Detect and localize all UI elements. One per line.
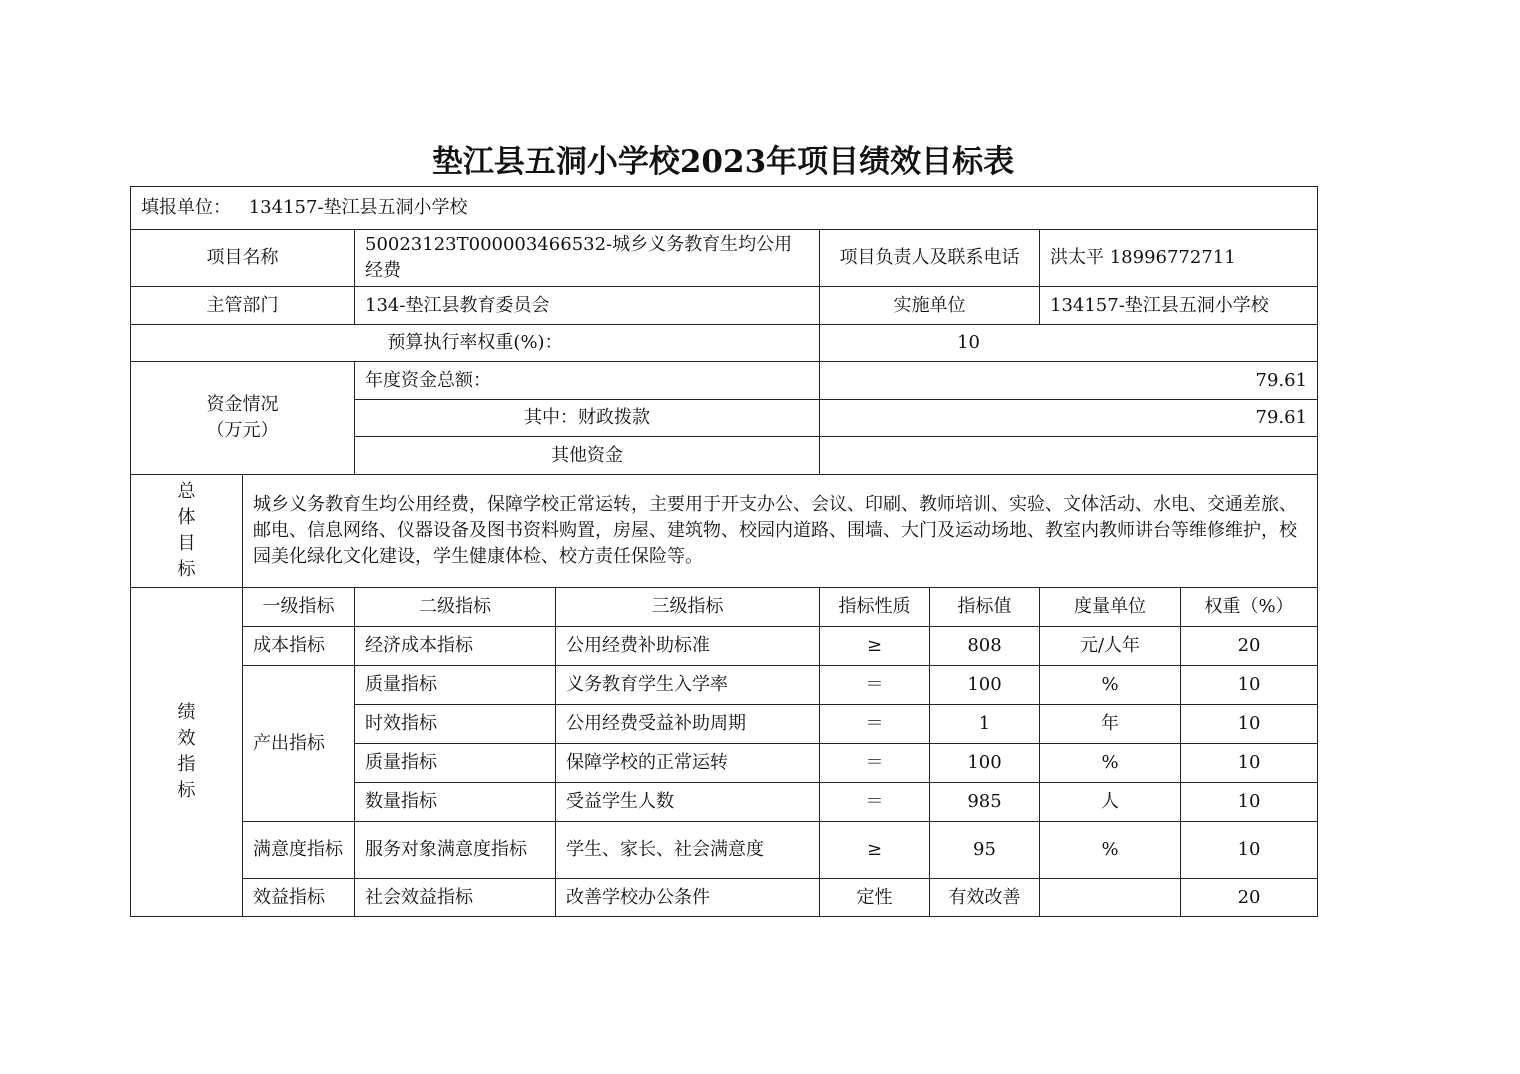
indicators-label-char: 标 [177,780,196,801]
indicator-value: 100 [930,666,1040,705]
funds-label [131,362,355,475]
indicator-value: 有效改善 [930,879,1040,917]
goal-label-char: 总 [177,481,196,502]
indicator-level3: 保障学校的正常运转 [556,744,820,783]
indicator-unit: 元/人年 [1040,627,1181,666]
indicator-unit [1040,879,1181,917]
indicator-unit: % [1040,822,1181,879]
indicator-row [131,666,1318,705]
indicator-level1: 成本指标 [243,627,355,666]
header-weight: 权重（%） [1181,588,1318,627]
project-name-label: 项目名称 [131,230,355,287]
funds-label-line2: （万元） [206,420,279,441]
indicator-value: 95 [930,822,1040,879]
indicator-level1: 效益指标 [243,879,355,917]
performance-target-table [130,186,1318,917]
department-value: 134-垫江县教育委员会 [355,287,820,325]
indicator-level2: 社会效益指标 [355,879,556,917]
indicator-nature: 定性 [820,879,930,917]
page-title: 垫江县五洞小学校2023年项目绩效目标表 [431,144,1015,180]
goal-label-char: 目 [177,533,196,554]
indicator-nature: ＝ [820,783,930,822]
funds-other-value [820,437,1318,475]
filler-cell [131,187,1318,230]
indicator-unit: % [1040,744,1181,783]
indicator-level1: 满意度指标 [243,822,355,879]
indicator-level3: 义务教育学生入学率 [556,666,820,705]
indicator-unit: 年 [1040,705,1181,744]
implementing-unit-label: 实施单位 [820,287,1040,325]
indicator-level2: 时效指标 [355,705,556,744]
department-row [131,287,1318,325]
goal-label [131,475,243,588]
indicator-level1: 产出指标 [243,666,355,822]
indicator-level3: 学生、家长、社会满意度 [556,822,820,879]
indicator-level2: 质量指标 [355,744,556,783]
indicators-label-char: 绩 [177,702,196,723]
indicator-value: 1 [930,705,1040,744]
indicators-label-char: 指 [177,754,196,775]
header-nature: 指标性质 [820,588,930,627]
indicator-level2: 服务对象满意度指标 [355,822,556,879]
funds-fiscal-value: 79.61 [820,400,1318,437]
indicator-nature: ＝ [820,666,930,705]
indicator-nature: ＝ [820,744,930,783]
project-contact-label: 项目负责人及联系电话 [820,230,1040,287]
filler-value: 134157-垫江县五洞小学校 [248,197,468,218]
indicator-nature: ＝ [820,705,930,744]
budget-weight-value: 10 [820,325,1318,362]
indicator-level2: 经济成本指标 [355,627,556,666]
indicator-level2: 数量指标 [355,783,556,822]
filler-label: 填报单位： [141,197,231,218]
indicator-weight: 10 [1181,783,1318,822]
indicator-value: 808 [930,627,1040,666]
department-label: 主管部门 [131,287,355,325]
header-unit: 度量单位 [1040,588,1181,627]
indicator-level3: 改善学校办公条件 [556,879,820,917]
indicators-label [131,588,243,917]
goal-text: 城乡义务教育生均公用经费，保障学校正常运转，主要用于开支办公、会议、印刷、教师培训、实验、文体活动、水电、交通差旅、邮电、信息网络、仪器设备及图书资料购置，房屋、建筑物、校园内道路、围墙、大门及运动场地、教室内教师讲台等维修维护，校园美化绿化文化建设，学生健康体检、校方责任保险等。 [243,475,1318,588]
budget-weight-label: 预算执行率权重(%)： [131,325,820,362]
indicator-value: 985 [930,783,1040,822]
indicator-weight: 20 [1181,627,1318,666]
funds-fiscal-label: 其中：财政拨款 [355,400,820,437]
indicator-weight: 10 [1181,666,1318,705]
indicator-weight: 10 [1181,705,1318,744]
filler-row [131,187,1318,230]
header-level2: 二级指标 [355,588,556,627]
project-contact-value: 洪太平 18996772711 [1040,230,1318,287]
funds-other-label: 其他资金 [355,437,820,475]
header-level3: 三级指标 [556,588,820,627]
indicator-weight: 20 [1181,879,1318,917]
indicator-value: 100 [930,744,1040,783]
project-row [131,230,1318,287]
indicator-row [131,879,1318,917]
implementing-unit-value: 134157-垫江县五洞小学校 [1040,287,1318,325]
funds-label-line1: 资金情况 [206,394,279,415]
indicator-level3: 公用经费补助标准 [556,627,820,666]
indicator-unit: % [1040,666,1181,705]
indicator-row [131,822,1318,879]
indicator-level3: 受益学生人数 [556,783,820,822]
goal-label-char: 体 [177,507,196,528]
funds-total-value: 79.61 [820,362,1318,400]
indicator-unit: 人 [1040,783,1181,822]
indicator-row [131,627,1318,666]
goal-label-char: 标 [177,559,196,580]
header-level1: 一级指标 [243,588,355,627]
indicators-label-char: 效 [177,728,196,749]
indicator-weight: 10 [1181,822,1318,879]
header-value: 指标值 [930,588,1040,627]
indicator-nature: ≥ [820,627,930,666]
project-name-value: 50023123T000003466532-城乡义务教育生均公用经费 [355,230,820,287]
funds-total-label: 年度资金总额： [355,362,820,400]
indicator-level2: 质量指标 [355,666,556,705]
budget-row [131,325,1318,362]
indicator-nature: ≥ [820,822,930,879]
indicator-header-row [131,588,1318,627]
indicator-level3: 公用经费受益补助周期 [556,705,820,744]
funds-total-row [131,362,1318,400]
goal-row [131,475,1318,588]
indicator-weight: 10 [1181,744,1318,783]
